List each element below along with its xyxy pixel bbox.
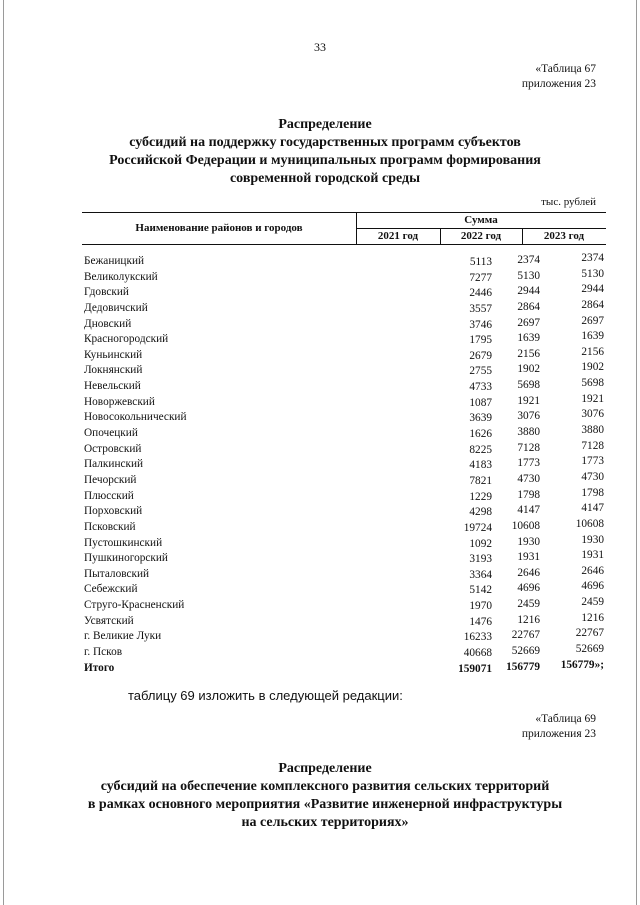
- table-row: [84, 332, 604, 348]
- value-2022: 52669: [511, 645, 540, 658]
- value-2021: 3746: [469, 318, 492, 331]
- district-name: г. Псков: [84, 646, 123, 659]
- table-row: [84, 410, 604, 426]
- district-name: Струго-Красненский: [84, 599, 185, 612]
- value-2021: 40668: [463, 647, 492, 660]
- district-name: Пушкиногорский: [84, 552, 168, 565]
- district-name: Псковский: [84, 520, 136, 533]
- value-2023: 4696: [581, 580, 604, 593]
- district-name: Красногородский: [84, 333, 169, 346]
- title-line: Распределение: [278, 761, 372, 776]
- table69-ref-line: приложения 23: [521, 728, 596, 740]
- value-2022: 1798: [517, 488, 540, 501]
- table69-ref-line: «Таблица 69: [535, 713, 596, 725]
- table-row: [84, 254, 604, 270]
- value-2021: 2755: [469, 365, 492, 378]
- district-name: Пустошкинский: [84, 536, 163, 549]
- table-top-rule: [82, 212, 606, 213]
- district-name: Новосокольнический: [84, 411, 187, 424]
- table67-ref-line: «Таблица 67: [535, 63, 596, 75]
- table67-title: [90, 116, 560, 188]
- value-2023: 1773: [581, 455, 604, 468]
- district-name: Невельский: [84, 380, 141, 393]
- title-line: субсидий на поддержку государственных программ субъектов: [129, 135, 521, 150]
- value-2021: 2679: [469, 349, 492, 362]
- value-2021: 3364: [469, 568, 492, 581]
- value-2023: 2944: [581, 283, 604, 296]
- table-row: [84, 314, 604, 333]
- units-label: тыс. рублей: [541, 196, 596, 208]
- table67-reference: [522, 62, 596, 92]
- table-row: [84, 379, 604, 395]
- value-2023: 2459: [581, 596, 604, 609]
- district-name: Печорский: [84, 473, 137, 486]
- value-2021: 4183: [469, 459, 492, 472]
- table-row: [84, 629, 604, 645]
- value-2022: 1216: [517, 613, 540, 626]
- district-name: Пыталовский: [84, 567, 150, 580]
- value-2022: 5130: [517, 269, 540, 282]
- value-2021: 1092: [469, 537, 492, 550]
- value-2021: 7277: [469, 271, 492, 284]
- value-2023: 5698: [581, 377, 604, 390]
- district-name: Дедовичский: [84, 301, 148, 314]
- table-row: [84, 392, 604, 411]
- total-2022: 156779: [506, 660, 540, 673]
- value-2021: 16233: [463, 631, 492, 644]
- sum-header-rule: [356, 228, 606, 229]
- table-header-bottom-rule: [82, 244, 606, 245]
- scan-edge-right: [636, 0, 637, 905]
- district-name: Бежаницкий: [84, 255, 145, 267]
- value-2022: 2944: [517, 285, 540, 298]
- value-2022: 2156: [517, 347, 540, 360]
- table-row: [84, 517, 604, 536]
- value-2022: 2864: [517, 300, 540, 313]
- table-row: [84, 363, 604, 379]
- district-name: Себежский: [84, 583, 138, 596]
- title-line: современной городской среды: [229, 171, 421, 186]
- value-2022: 5698: [517, 379, 540, 392]
- table-row: [84, 551, 604, 567]
- value-2023: 52669: [575, 643, 604, 656]
- table-row: [84, 582, 604, 598]
- value-2022: 2697: [517, 316, 540, 329]
- value-2022: 1931: [517, 551, 540, 564]
- value-2023: 2374: [581, 252, 604, 264]
- scan-edge-left: [3, 0, 4, 905]
- value-2022: 7128: [517, 441, 540, 454]
- value-2023: 2156: [581, 345, 604, 358]
- table69-title: [80, 760, 570, 832]
- table-row: [84, 598, 604, 614]
- value-2023: 2864: [581, 298, 604, 311]
- table-row: [84, 426, 604, 442]
- value-2023: 3076: [581, 408, 604, 421]
- value-2022: 1902: [517, 363, 540, 376]
- value-2022: 1773: [517, 457, 540, 470]
- value-2022: 10608: [511, 519, 540, 532]
- district-name: Дновский: [84, 317, 132, 330]
- table-body: [84, 254, 604, 676]
- value-2023: 2646: [581, 564, 604, 577]
- total-row: [84, 658, 604, 677]
- value-2023: 1930: [581, 533, 604, 546]
- district-name: Палкинский: [84, 458, 144, 471]
- district-name: Локнянский: [84, 364, 143, 377]
- year-header-2023: 2023 год: [543, 230, 585, 242]
- table-row: [84, 439, 604, 458]
- value-2022: 1639: [517, 332, 540, 345]
- value-2023: 1902: [581, 361, 604, 374]
- value-2022: 2374: [517, 254, 540, 266]
- value-2022: 1930: [517, 535, 540, 548]
- value-2023: 4147: [581, 502, 604, 515]
- district-name: Островский: [84, 442, 142, 455]
- table-row: [84, 486, 604, 505]
- table-row: [84, 504, 604, 520]
- value-2021: 1795: [469, 334, 492, 347]
- value-2022: 1921: [517, 394, 540, 407]
- district-name: г. Великие Луки: [84, 630, 162, 643]
- table-row: [84, 285, 604, 301]
- value-2021: 8225: [469, 443, 492, 456]
- value-2022: 2459: [517, 598, 540, 611]
- title-line: Распределение: [278, 117, 372, 132]
- year-header-2021: 2021 год: [377, 230, 419, 242]
- title-line: в рамках основного мероприятия «Развитие инженерной инфраструктуры: [87, 797, 563, 812]
- value-2021: 1229: [469, 490, 492, 503]
- value-2021: 1970: [469, 600, 492, 613]
- table-row: [84, 533, 604, 552]
- value-2021: 3639: [469, 412, 492, 425]
- value-2021: 19724: [463, 521, 492, 534]
- value-2021: 1626: [469, 428, 492, 441]
- value-2023: 4730: [581, 470, 604, 483]
- value-2023: 22767: [575, 627, 604, 640]
- table-row: [84, 564, 604, 583]
- value-2022: 3880: [517, 426, 540, 439]
- district-name: Великолукский: [84, 270, 158, 283]
- district-name: Куньинский: [84, 348, 143, 361]
- value-2023: 1798: [581, 486, 604, 499]
- value-2021: 1087: [469, 396, 492, 409]
- amendment-paragraph: таблицу 69 изложить в следующей редакции:: [128, 688, 403, 703]
- sum-header: Сумма: [464, 214, 498, 226]
- value-2022: 22767: [511, 629, 540, 642]
- value-2023: 1931: [581, 549, 604, 562]
- total-label: Итого: [84, 661, 115, 674]
- value-2022: 3076: [517, 410, 540, 423]
- value-2023: 3880: [581, 424, 604, 437]
- value-2022: 4730: [517, 472, 540, 485]
- table67-ref-line: приложения 23: [521, 78, 596, 90]
- table-row: [84, 267, 604, 286]
- value-2022: 4147: [517, 504, 540, 517]
- district-name: Усвятский: [84, 614, 134, 627]
- value-2023: 5130: [581, 267, 604, 280]
- value-2023: 1216: [581, 611, 604, 624]
- district-name: Порховский: [84, 505, 143, 518]
- value-2022: 4696: [517, 582, 540, 595]
- value-2021: 2446: [469, 287, 492, 300]
- table-row: [84, 645, 604, 661]
- value-2021: 1476: [469, 615, 492, 628]
- table69-reference: [522, 712, 596, 742]
- value-2021: 3193: [469, 553, 492, 566]
- table-row: [84, 345, 604, 364]
- value-2023: 7128: [581, 439, 604, 452]
- value-2023: 1921: [581, 392, 604, 405]
- value-2023: 2697: [581, 314, 604, 327]
- value-2021: 4298: [469, 506, 492, 519]
- district-name: Плюсский: [84, 489, 134, 502]
- value-2021: 3557: [469, 302, 492, 315]
- value-2021: 7821: [469, 474, 492, 487]
- value-2023: 10608: [575, 517, 604, 530]
- district-name: Гдовский: [84, 286, 129, 299]
- title-line: субсидий на обеспечение комплексного развития сельских территорий: [100, 779, 550, 794]
- table-row: [84, 470, 604, 489]
- name-column-header: Наименование районов и городов: [135, 222, 303, 234]
- table-row: [84, 611, 604, 630]
- value-2021: 5113: [469, 256, 492, 268]
- district-name: Новоржевский: [84, 395, 155, 408]
- district-name: Опочецкий: [84, 427, 138, 440]
- value-2021: 4733: [469, 381, 492, 394]
- title-line: на сельских территориях»: [241, 815, 409, 830]
- table-row: [84, 457, 604, 473]
- value-2022: 2646: [517, 566, 540, 579]
- title-line: Российской Федерации и муниципальных программ формирования: [109, 153, 541, 168]
- total-2021: 159071: [458, 662, 492, 675]
- page-number: 33: [314, 40, 326, 54]
- value-2023: 1639: [581, 330, 604, 343]
- year-header-2022: 2022 год: [460, 230, 502, 242]
- table-row: [84, 298, 604, 317]
- value-2021: 5142: [469, 584, 492, 597]
- total-2023: 156779»;: [560, 658, 604, 671]
